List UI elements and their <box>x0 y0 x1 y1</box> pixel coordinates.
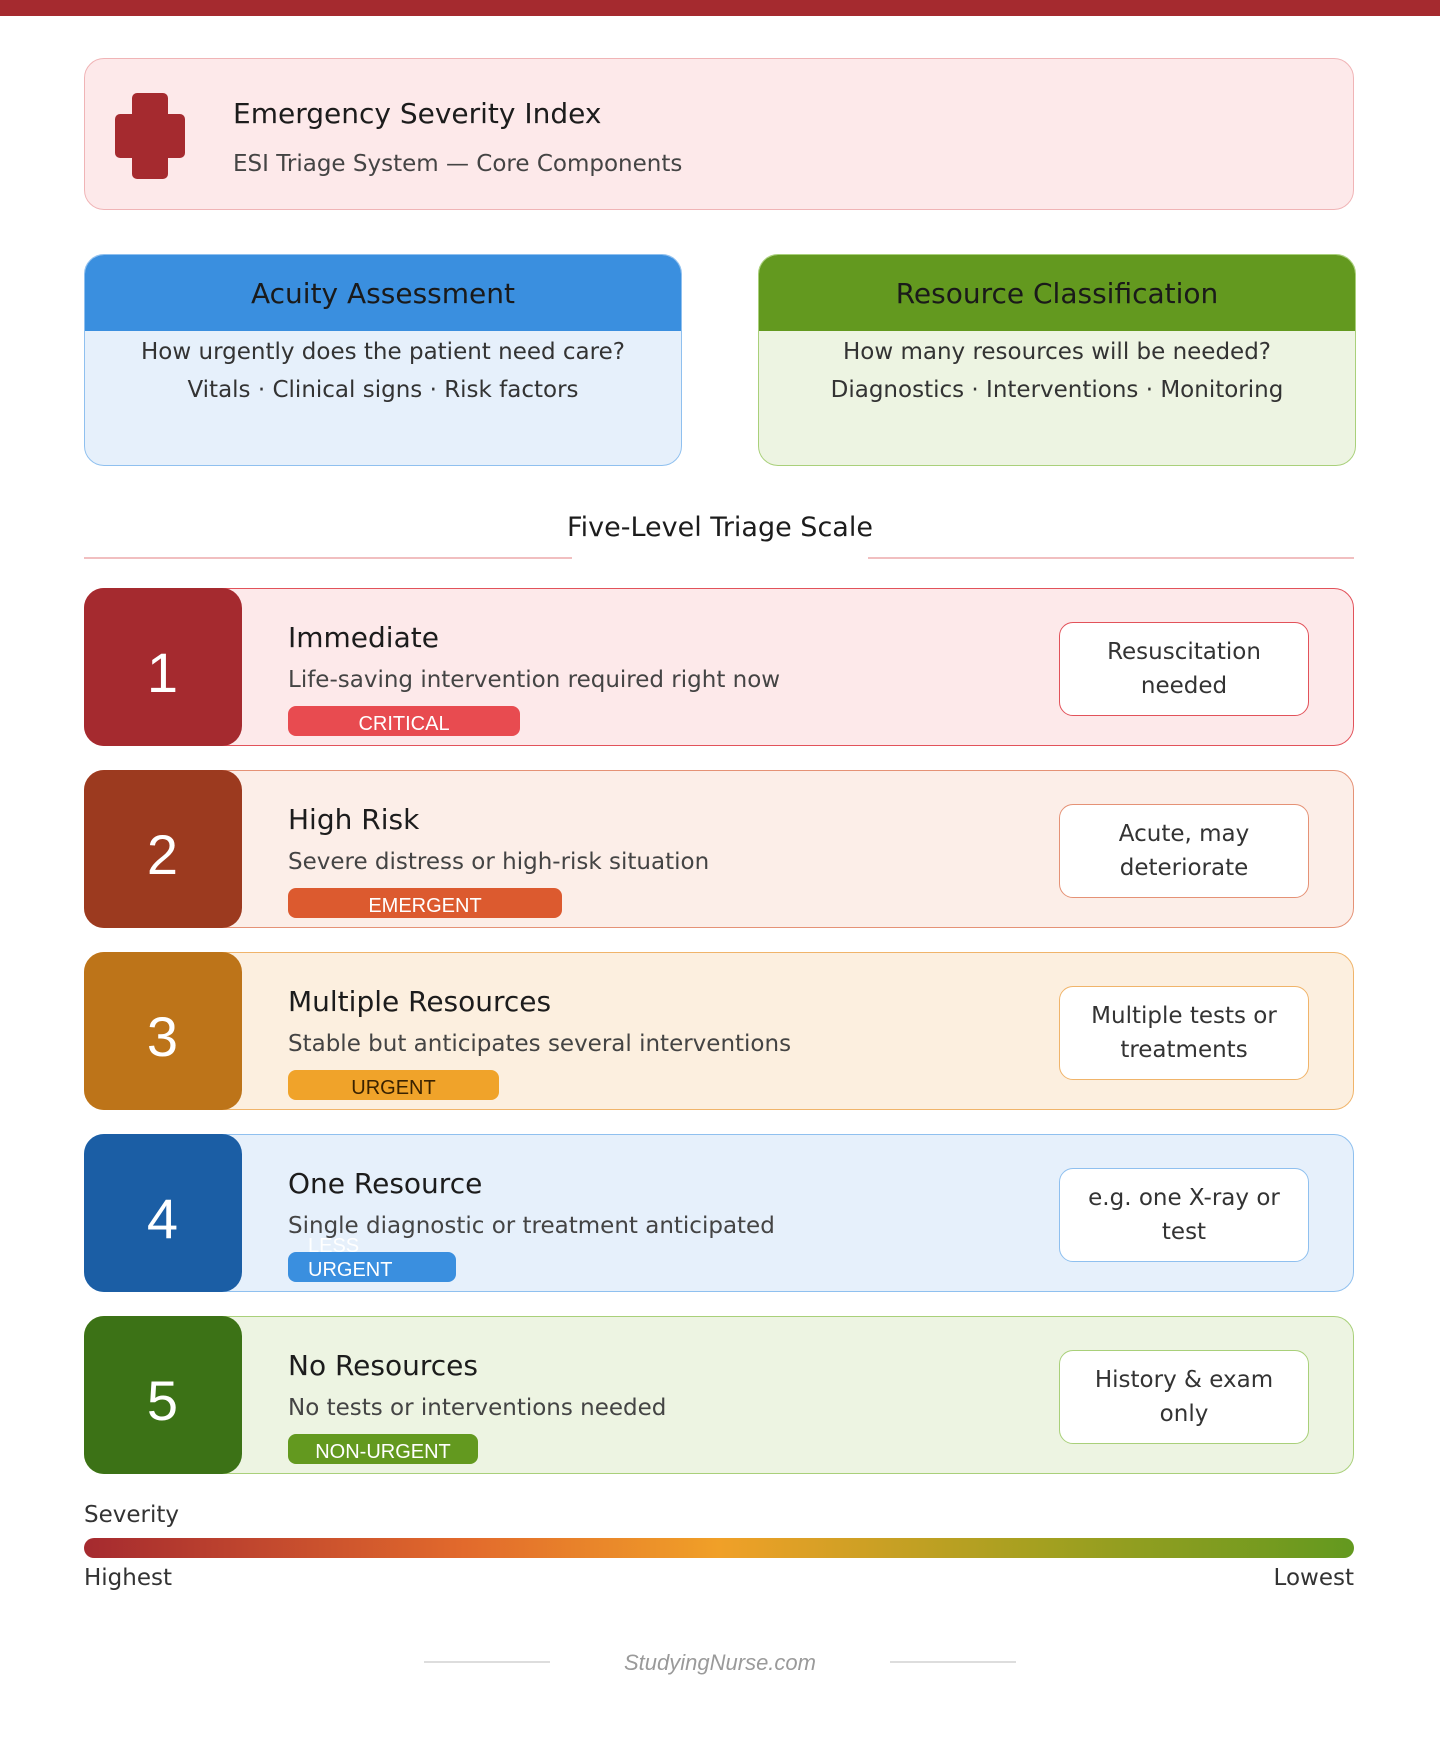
level-number: 4 <box>84 1134 242 1292</box>
acuity-card-question: How urgently does the patient need care? <box>141 339 625 365</box>
level-badge: NON-URGENT <box>288 1434 478 1464</box>
level-resource-note: Multiple tests or treatments <box>1059 986 1309 1080</box>
level-description: No tests or interventions needed <box>288 1395 667 1421</box>
triage-level-2 <box>84 770 1354 928</box>
triage-level-1 <box>84 588 1354 746</box>
scale-title: Five-Level Triage Scale <box>567 512 873 543</box>
level-number: 3 <box>84 952 242 1110</box>
footer-divider-right <box>890 1661 1016 1663</box>
level-resource-note: Acute, may deteriorate <box>1059 804 1309 898</box>
level-name: Immediate <box>288 621 439 654</box>
severity-label: Severity <box>84 1502 179 1528</box>
medical-cross-icon <box>115 93 185 179</box>
level-description: Severe distress or high-risk situation <box>288 849 710 875</box>
level-resource-note: e.g. one X-ray or test <box>1059 1168 1309 1262</box>
level-name: High Risk <box>288 803 420 836</box>
level-badge: URGENT <box>288 1070 499 1100</box>
severity-lowest-label: Lowest <box>1273 1565 1354 1591</box>
triage-level-3 <box>84 952 1354 1110</box>
level-number: 1 <box>84 588 242 746</box>
resource-classification-card <box>758 254 1356 466</box>
scale-title-divider-right <box>868 557 1354 559</box>
header-panel <box>84 58 1354 210</box>
level-badge: LESS URGENT <box>288 1252 456 1282</box>
severity-gradient-bar <box>84 1538 1354 1558</box>
acuity-card-factors: Vitals · Clinical signs · Risk factors <box>187 377 579 403</box>
triage-level-4 <box>84 1134 1354 1292</box>
page-title: Emergency Severity Index <box>233 97 602 130</box>
footer-credit: StudyingNurse.com <box>624 1650 816 1675</box>
level-name: No Resources <box>288 1349 478 1382</box>
triage-level-5 <box>84 1316 1354 1474</box>
page-subtitle: ESI Triage System — Core Components <box>233 151 683 177</box>
level-description: Single diagnostic or treatment anticipated <box>288 1213 775 1239</box>
top-accent-bar <box>0 0 1440 16</box>
acuity-assessment-card <box>84 254 682 466</box>
level-resource-note: Resuscitation needed <box>1059 622 1309 716</box>
level-description: Life-saving intervention required right now <box>288 667 781 693</box>
resource-card-title: Resource Classification <box>759 255 1355 331</box>
acuity-card-title: Acuity Assessment <box>85 255 681 331</box>
level-badge: CRITICAL <box>288 706 520 736</box>
level-resource-note: History & exam only <box>1059 1350 1309 1444</box>
level-number: 2 <box>84 770 242 928</box>
level-name: Multiple Resources <box>288 985 552 1018</box>
severity-highest-label: Highest <box>84 1565 173 1591</box>
resource-card-question: How many resources will be needed? <box>842 339 1272 365</box>
level-name: One Resource <box>288 1167 483 1200</box>
level-number: 5 <box>84 1316 242 1474</box>
level-badge: EMERGENT <box>288 888 562 918</box>
resource-card-factors: Diagnostics · Interventions · Monitoring <box>830 377 1284 403</box>
footer-divider-left <box>424 1661 550 1663</box>
scale-title-divider-left <box>84 557 572 559</box>
level-description: Stable but anticipates several interventions <box>288 1031 792 1057</box>
